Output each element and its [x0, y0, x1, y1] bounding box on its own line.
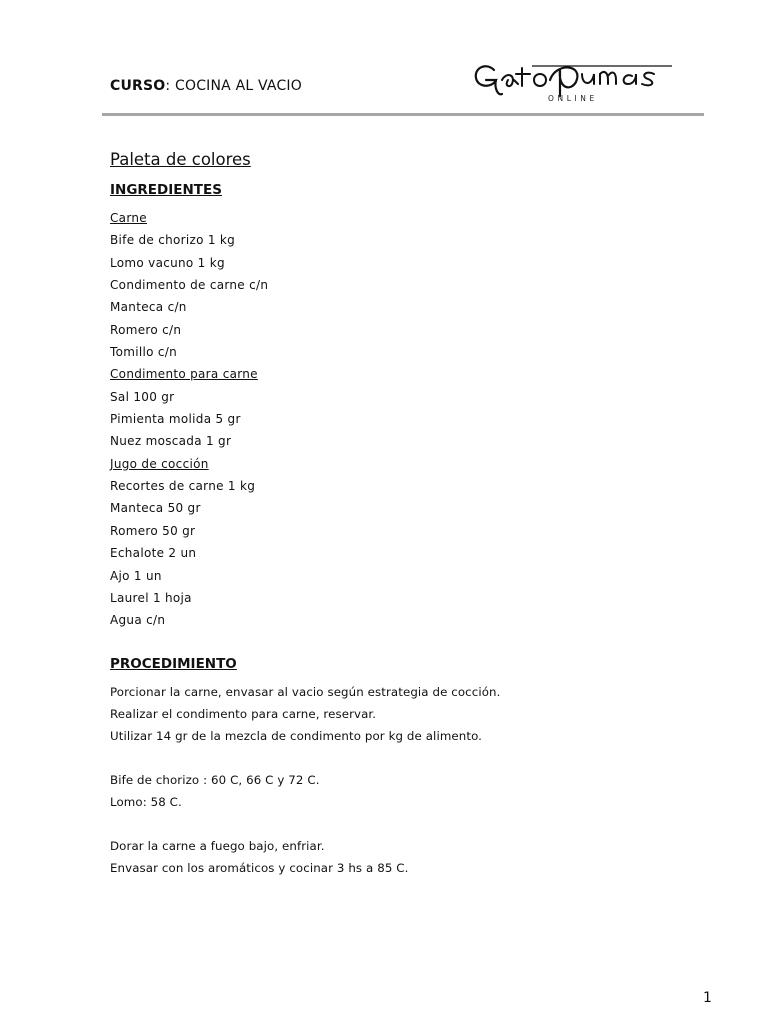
procedure-line: Bife de chorizo : 60 C, 66 C y 72 C.	[110, 773, 320, 787]
ingredient-item: Laurel 1 hoja	[110, 590, 192, 605]
procedure-line: Envasar con los aromáticos y cocinar 3 hs a 85 C.	[110, 861, 409, 875]
logo-online: ONLINE	[548, 94, 598, 103]
procedure-line: Utilizar 14 gr de la mezcla de condimento por kg de alimento.	[110, 729, 483, 743]
procedure-line: Realizar el condimento para carne, reservar.	[110, 707, 377, 721]
procedure-line: Dorar la carne a fuego bajo, enfriar.	[110, 839, 325, 853]
ingredient-subheading: Condimento para carne	[110, 367, 258, 382]
ingredient-item: Agua c/n	[110, 613, 166, 628]
ingredient-subheading: Jugo de cocción	[110, 456, 209, 471]
header-divider	[102, 113, 704, 116]
course-label: CURSO	[110, 78, 166, 94]
ingredients-heading: INGREDIENTES	[110, 182, 222, 198]
ingredient-item: Ajo 1 un	[110, 568, 162, 583]
ingredient-item: Nuez moscada 1 gr	[110, 434, 232, 449]
ingredient-item: Recortes de carne 1 kg	[110, 479, 256, 494]
course-name: COCINA AL VACIO	[175, 78, 302, 94]
procedure-line: Porcionar la carne, envasar al vacio según estrategia de cocción.	[110, 685, 501, 699]
ingredient-item: Lomo vacuno 1 kg	[110, 255, 225, 270]
ingredient-item: Pimienta molida 5 gr	[110, 412, 241, 427]
ingredient-item: Bife de chorizo 1 kg	[110, 233, 236, 248]
procedure-line: Lomo: 58 C.	[110, 795, 182, 809]
ingredient-item: Manteca c/n	[110, 300, 187, 315]
ingredient-item: Romero 50 gr	[110, 523, 196, 538]
ingredient-item: Sal 100 gr	[110, 389, 175, 404]
ingredient-item: Romero c/n	[110, 322, 182, 337]
page-number: 1	[703, 990, 712, 1006]
procedure-list	[110, 681, 500, 879]
course-separator: :	[165, 78, 171, 94]
ingredient-subheading: Carne	[110, 211, 147, 225]
procedure-spacer	[110, 747, 500, 769]
ingredient-item: Manteca 50 gr	[110, 501, 201, 516]
procedure-heading: PROCEDIMIENTO	[110, 656, 237, 672]
procedure-spacer	[110, 813, 500, 835]
ingredient-item: Condimento de carne c/n	[110, 278, 269, 293]
course-header	[110, 78, 302, 94]
ingredient-item: Tomillo c/n	[110, 345, 178, 360]
page-title: Paleta de colores	[110, 150, 251, 169]
ingredient-item: Echalote 2 un	[110, 546, 197, 561]
ingredients-list	[110, 207, 268, 632]
